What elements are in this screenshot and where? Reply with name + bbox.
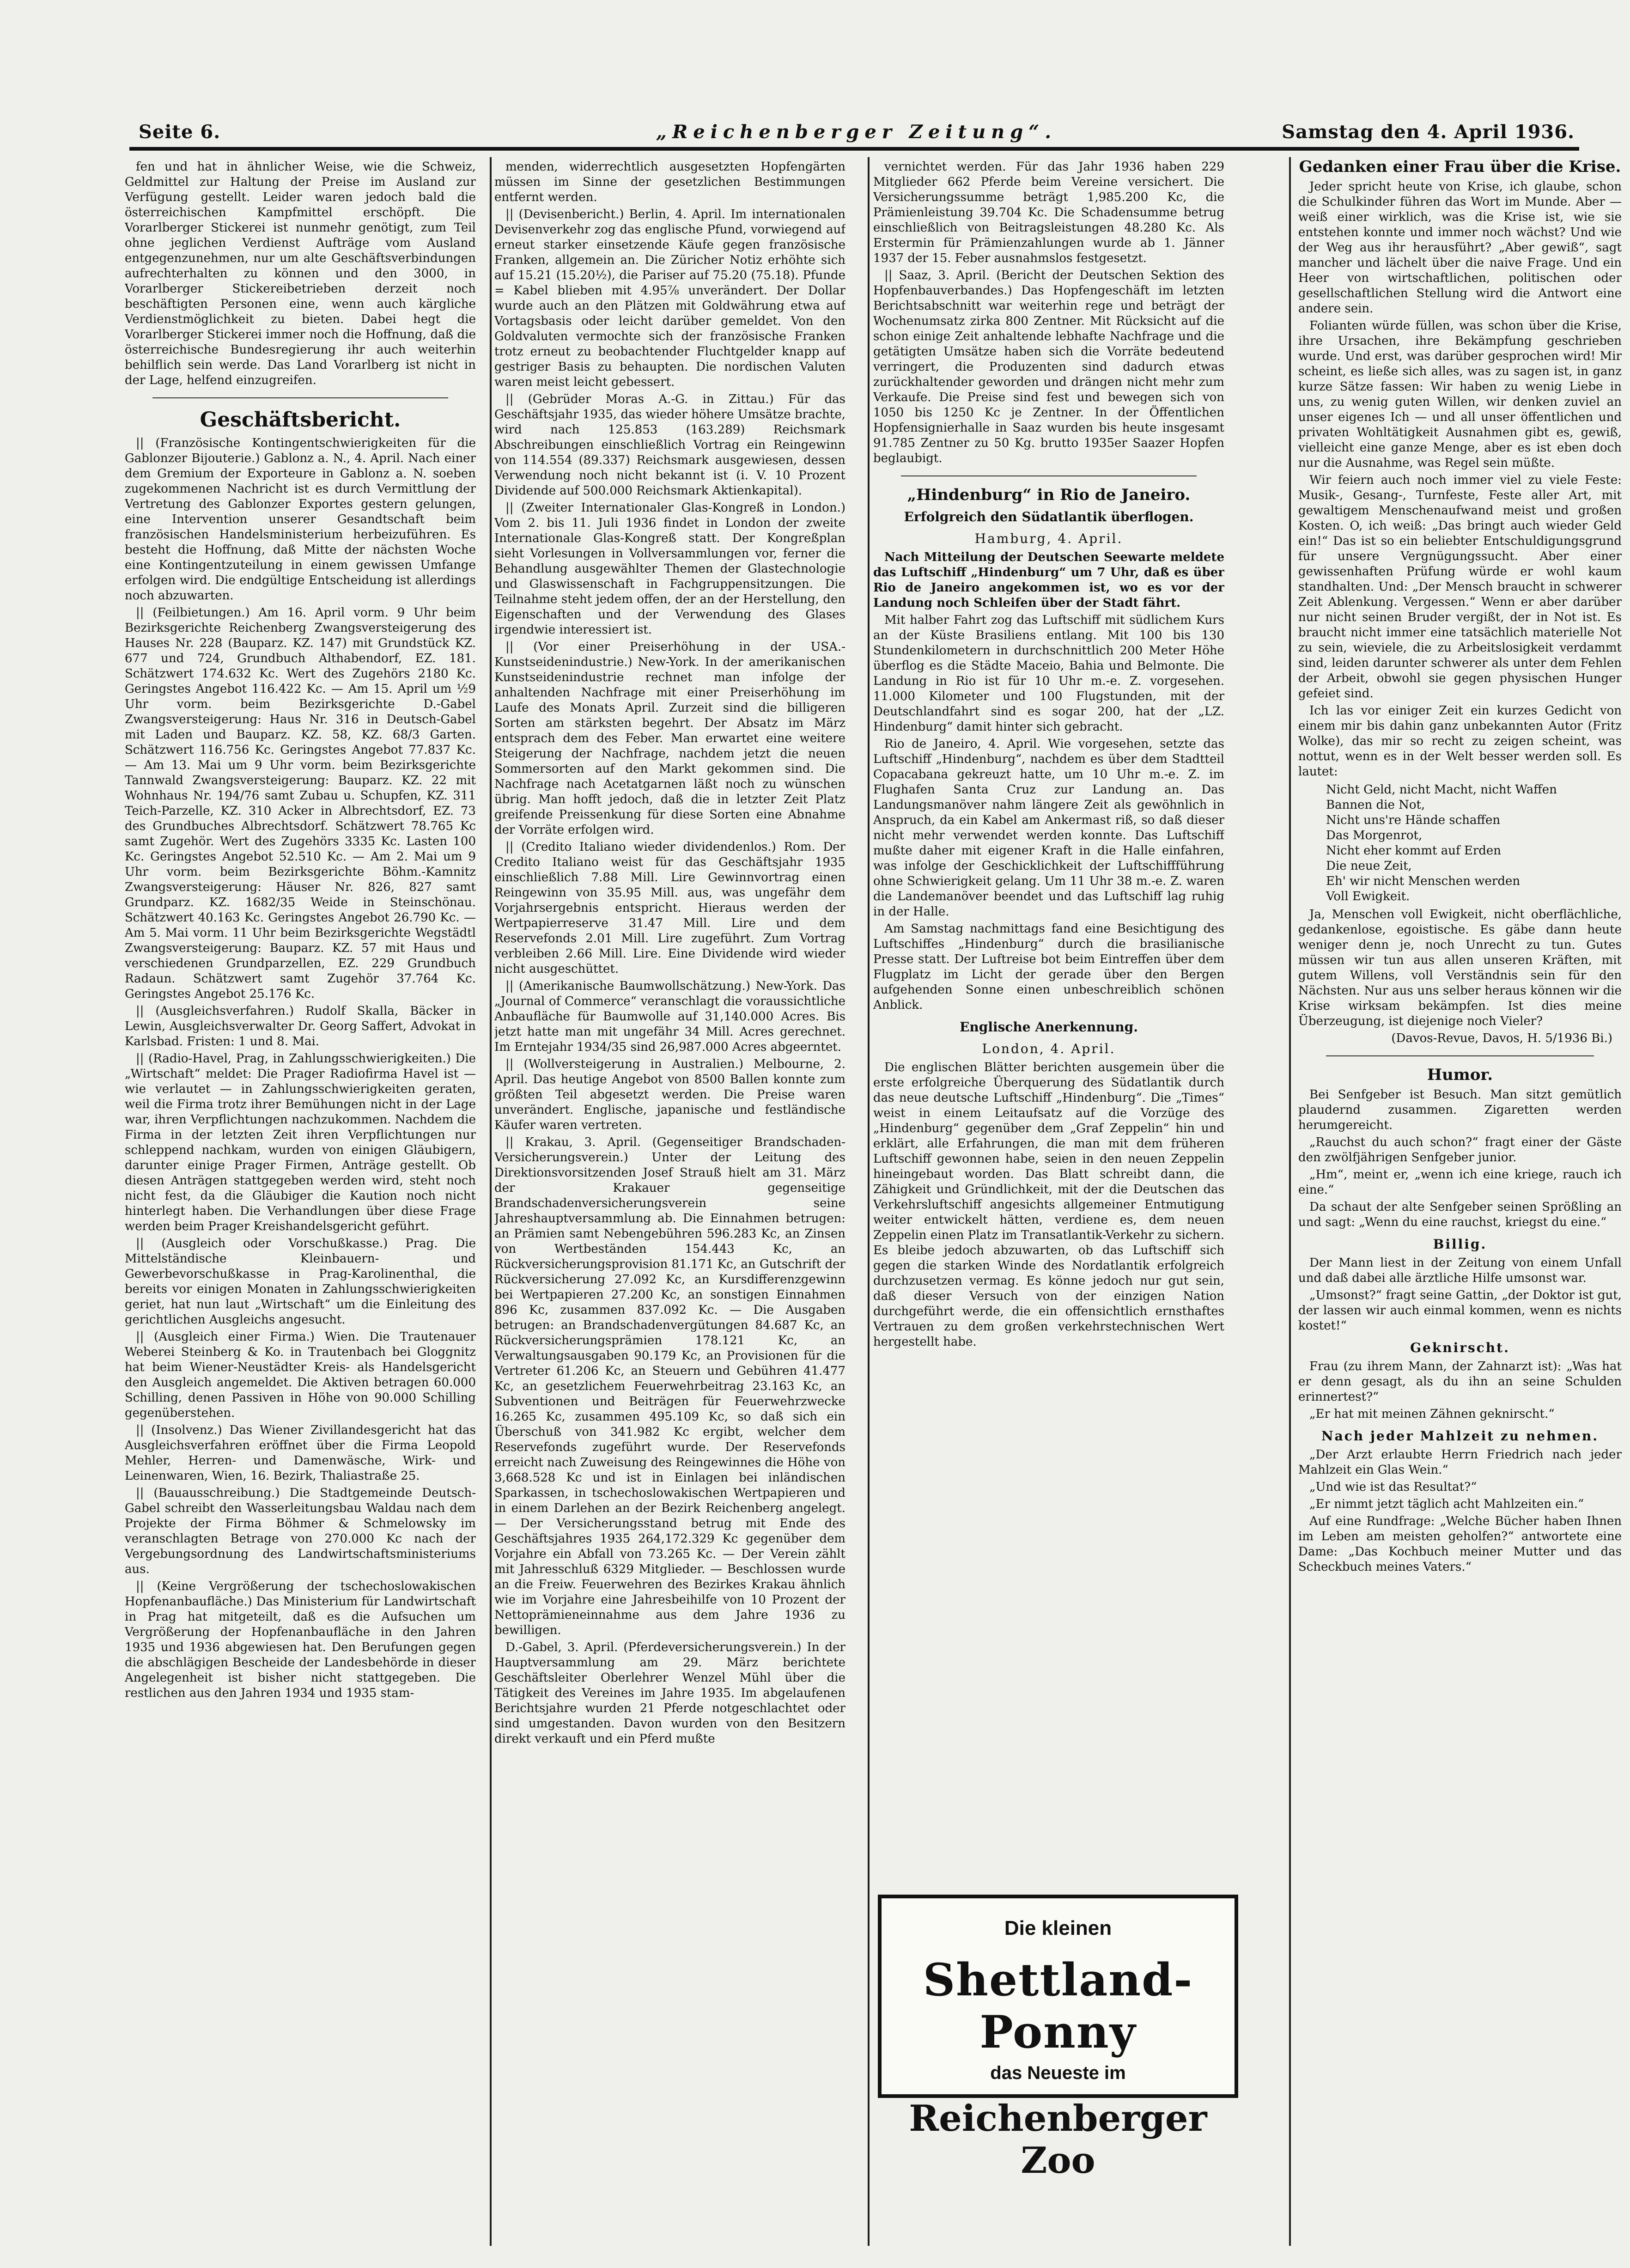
article-subhead: Englische Anerkennung. bbox=[960, 1019, 1138, 1035]
joke-text: „Rauchst du auch schon?“ fragt einer der Gäste den zwölfjährigen Senfgeber junior. bbox=[1298, 1135, 1622, 1164]
business-item: menden, widerrechtlich ausgesetzten Hopfengärten müssen im Sinne der gesetzlichen Bestimmungen entfernt werden. bbox=[494, 160, 845, 204]
poem-line: Die neue Zeit, bbox=[1326, 859, 1412, 873]
poem-line: Eh' wir nicht Menschen werden bbox=[1326, 874, 1521, 888]
article-text: Ja, Menschen voll Ewigkeit, nicht oberflächliche, gedankenlose, egoistische. Es gäbe dann heute weniger denn je, noch Unrecht zu tun. Gutes müssen wir tun aus allen unseren Kräften, mit gutem Willens, voll Verständnis sein für den Nächsten. Nur aus uns selber heraus können wir die Krise wirksam bekämpfen. Ist dies meine Überzeugung, ist diejenige noch Vieler? bbox=[1298, 908, 1622, 1028]
section-divider bbox=[152, 397, 448, 398]
poem-line: Voll Ewigkeit. bbox=[1326, 890, 1410, 903]
header-rule bbox=[129, 147, 1579, 151]
business-item: || (Ausgleich einer Firma.) Wien. Die Trautenauer Weberei Steinberg & Ko. in Trautenbach bei Gloggnitz hat beim Wiener-Neustädter Kreis- als Handelsgericht den Ausgleich angemeldet. Die Aktiven betragen 60.000 Schilling, denen Passiven in Höhe von 90.000 Schilling gegenüberstehen. bbox=[125, 1330, 476, 1420]
zoo-advertisement bbox=[878, 1895, 1238, 2182]
poem-line: Nicht uns're Hände schaffen bbox=[1326, 813, 1501, 827]
joke-text: „Er nimmt jetzt täglich acht Mahlzeiten ein.“ bbox=[1309, 1497, 1584, 1511]
article-text: Rio de Janeiro, 4. April. Wie vorgesehen, setzte das Luftschiff „Hindenburg“, nachdem es über dem Stadtteil Copacabana gekreuzt hatte, um 10 Uhr m.-e. Z. im Flughafen Santa Cruz zur Landung an. Das Landungsmanöver nahm längere Zeit als gewöhnlich in Anspruch, da ein Kabel am Ankermast riß, so daß dieser nicht mehr verwendet werden konnte. Das Luftschiff mußte daher mit eigener Kraft in die Halle einfahren, was infolge der Geschicklichkeit der Luftschiffführung ohne Schwierigkeit gelang. Um 11 Uhr 38 m.-e. Z. waren die Landemanöver beendet und das Luftschiff lag ruhig in der Halle. bbox=[873, 737, 1224, 919]
article-headline: Gedanken einer Frau über die Krise. bbox=[1299, 159, 1621, 176]
poem bbox=[1326, 782, 1622, 904]
business-item: || (Devisenbericht.) Berlin, 4. April. Im internationalen Devisenverkehr zog das englische Pfund, vorwiegend auf erneut starker einsetzende Käufe gegen französische Franken, allgemein an. Die Züricher Notiz erhöhte sich auf 15.21 (15.20½), die Pariser auf 75.20 (75.18). Pfunde = Kabel blieben mit 4.95⅞ unverändert. Der Dollar wurde auch an den Plätzen mit Goldwährung etwa auf Vortagsbasis oder leicht darüber gemeldet. Von den Goldvaluten vermochte sich der französische Franken trotz erneut zu beobachtender Fluchtgelder knapp auf gestriger Basis zu behaupten. Die nordischen Valuten waren meist leicht gebessert. bbox=[494, 207, 845, 389]
column-2 bbox=[494, 159, 845, 2257]
joke-text: „Und wie ist das Resultat?“ bbox=[1309, 1480, 1477, 1494]
business-item: || (Radio-Havel, Prag, in Zahlungsschwierigkeiten.) Die „Wirtschaft“ meldet: Die Prager Radiofirma Havel ist — wie verlautet — in Zahlungsschwierigkeiten geraten, weil die Firma trotz ihrer Bemühungen nicht in der Lage war, ihren Verpflichtungen nachzukommen. Nachdem die Firma in der letzten Zeit ihren Verpflichtungen nur schleppend nachkam, wurden von einigen Gläubigern, darunter einige Prager Firmen, Anträge gestellt. Ob diesen Anträgen stattgegeben werden wird, steht noch nicht fest, da die Gläubiger die Kaution noch nicht hinterlegt haben. Die Verhandlungen über diese Frage werden beim Prager Kreishandelsgericht geführt. bbox=[125, 1052, 476, 1233]
article-text: Die englischen Blätter berichten ausgemein über die erste erfolgreiche Überquerung des Südatlantik durch das neue deutsche Luftschiff „Hindenburg“. Die „Times“ weist in einem Leitaufsatz auf die Vorzüge des „Hindenburg“ gegenüber dem „Graf Zeppelin“ hin und erklärt, alle Erfahrungen, die man mit dem früheren Luftschiff gewonnen habe, seien in den neuen Zeppelin hineingebaut worden. Das Blatt schreibt dann, die Zähigkeit und Gründlichkeit, mit der die Deutschen das Verkehrsluftschiff angesichts allgemeiner Entmutigung weiter entwickelt hätten, verdiene es, dem neuen Zeppelin einen Platz im Transatlantik-Verkehr zu sichern. Es bleibe jedoch abzuwarten, ob das Luftschiff sich gegen die starken Winde des Nordatlantik erfolgreich durchzusetzen vermag. Es könne jedoch nur gut sein, daß dieser Versuch von der einzigen Nation durchgeführt werde, die ein offensichtlich ernsthaftes Vertrauen zu dem großen verkehrstechnischen Wert hergestellt habe. bbox=[873, 1061, 1224, 1349]
business-item: || (Ausgleichsverfahren.) Rudolf Skalla, Bäcker in Lewin, Ausgleichsverwalter Dr. Georg Saffert, Advokat in Karlsbad. Fristen: 1 und 8. Mai. bbox=[125, 1004, 476, 1049]
business-item: || Krakau, 3. April. (Gegenseitiger Brandschaden-Versicherungsverein.) Unter der Leitung des Direktionsvorsitzenden Josef Strauß hielt am 31. März der Krakauer gegenseitige Brandschadenversicherungsverein seine Jahreshauptversammlung ab. Die Einnahmen betrugen: an Prämien samt Nebengebühren 596.283 Kc, an Zinsen von Wertbeständen 154.443 Kc, an Rückversicherungsprovision 81.171 Kc, an Gutschrift der Rückversicherung 27.092 Kc, an Kursdifferenzgewinn bei Wertpapieren 27.200 Kc, an sonstigen Einnahmen 896 Kc, zusammen 837.092 Kc. — Die Ausgaben betrugen: an Brandschadenvergütungen 84.687 Kc, an Rückversicherungsprämien 178.121 Kc, an Verwaltungsausgaben 90.179 Kc, an Provisionen für die Vertreter 61.206 Kc, an Steuern und Gebühren 41.477 Kc, an gesetzlichem Feuerwehrbeitrag 23.163 Kc, an Subventionen und Beiträgen für Feuerwehrzwecke 16.265 Kc, zusammen 495.109 Kc, so daß sich ein Überschuß von 341.982 Kc ergibt, welcher dem Reservefonds zugeführt wurde. Der Reservefonds erreicht nach Zuweisung des Reingewinnes die Höhe von 3,668.528 Kc und ist in Einlagen bei inländischen Sparkassen, in tschechoslowakischen Wertpapieren und in einem Darlehen an der Bezirk Reichenberg angelegt. — Der Versicherungsstand betrug mit Ende des Geschäftsjahres 1935 264,172.329 Kc gegenüber dem Vorjahre ein Abfall von 73.265 Kc. — Der Verein zählt mit Jahresschluß 6329 Mitglieder. — Beschlossen wurde an die Freiw. Feuerwehren des Bezirkes Krakau ähnlich wie im Vorjahre eine Jahresbeihilfe von 10 Prozent der Nettoprämieneinnahme aus dem Jahre 1936 zu bewilligen. bbox=[494, 1135, 845, 1637]
article-text: Ich las vor einiger Zeit ein kurzes Gedicht von einem mir bis dahin ganz unbekannten Autor (Fritz Wolke), das mir so recht zu zeigen scheint, was nottut, wenn es in der Welt besser werden soll. Es lautet: bbox=[1298, 704, 1622, 779]
article-dateline: London, 4. April. bbox=[982, 1041, 1116, 1056]
column-divider bbox=[868, 157, 870, 2246]
joke-title: Nach jeder Mahlzeit zu nehmen. bbox=[1321, 1428, 1599, 1444]
article-text: Mit halber Fahrt zog das Luftschiff mit südlichem Kurs an der Küste Brasiliens entlang. Mit 100 bis 130 Stundenkilometern in durchschnittlich 200 Meter Höhe überflog es die Städte Maceio, Bahia und Belmonte. Die Landung in Rio ist für 10 Uhr m.-e. Z. vorgesehen. 11.000 Kilometer und 100 Flugstunden, mit der Deutschlandfahrt sind es sogar 200, hat der „LZ. Hindenburg“ damit hinter sich gebracht. bbox=[873, 613, 1224, 734]
joke-text: „Hm“, meint er, „wenn ich eine kriege, rauch ich eine.“ bbox=[1298, 1168, 1622, 1197]
issue-date: Samstag den 4. April 1936. bbox=[1282, 121, 1575, 143]
joke-text: „Der Arzt erlaubte Herrn Friedrich nach jeder Mahlzeit ein Glas Wein.“ bbox=[1298, 1448, 1622, 1477]
poem-line: Nicht Geld, nicht Macht, nicht Waffen bbox=[1326, 783, 1557, 797]
business-item: || (Französische Kontingentschwierigkeiten für die Gablonzer Bijouterie.) Gablonz a. N., 4. April. Nach einer dem Gremium der Exporteure in Gablonz a. N. soeben zugekommenen Nachricht ist es durch Vermittlung der Vertretung des Gablonzer Exportes gestern gelungen, eine Intervention unserer Gesandtschaft beim französischen Handelsministerium herbeizuführen. Es besteht die Hoffnung, daß Mitte der nächsten Woche eine Kontingentzuteilung in einem gewissen Umfange erfolgen wird. Die endgültige Entscheidung ist allerdings noch abzuwarten. bbox=[125, 436, 476, 603]
joke-text: Da schaut der alte Senfgeber seinen Sprößling an und sagt: „Wenn du eine rauchst, kriegst du eine.“ bbox=[1298, 1200, 1622, 1229]
column-divider bbox=[1289, 157, 1291, 2246]
poem-line: Bannen die Not, bbox=[1326, 798, 1425, 812]
article-dateline: Hamburg, 4. April. bbox=[974, 531, 1123, 546]
business-item: || (Insolvenz.) Das Wiener Zivillandesgericht hat das Ausgleichsverfahren eröffnet über die Firma Leopold Mehler, Herren- und Damenwäsche, Wirk- und Leinenwaren, Wien, 16. Bezirk, Thaliastraße 25. bbox=[125, 1423, 476, 1483]
newspaper-title: „Reichenberger Zeitung“. bbox=[656, 121, 1057, 143]
ad-headline: Shettland-Ponny bbox=[923, 1954, 1193, 2058]
article-text: fen und hat in ähnlicher Weise, wie die Schweiz, Geldmittel zur Haltung der Preise im Ausland zur Verfügung gestellt. Leider waren jedoch bald die österreichischen Kampfmittel erschöpft. Die Vorarlberger Stickerei ist nunmehr genötigt, zum Teil ohne jeglichen Verdienst Aufträge vom Ausland entgegenzunehmen, nur um alte Geschäftsverbindungen aufrechterhalten zu können und den 3000, in Vorarlberger Stickereibetrieben derzeit noch beschäftigten Personen eine, wenn auch kärgliche Verdienstmöglichkeit zu bieten. Dabei hegt die Vorarlberger Stickerei immer noch die Hoffnung, daß die österreichische Bundesregierung ihr auch weiterhin behilflich sein werde. Das Land Vorarlberg ist nicht in der Lage, helfend einzugreifen. bbox=[125, 160, 476, 387]
column-4 bbox=[1298, 159, 1622, 2257]
business-item: || (Gebrüder Moras A.-G. in Zittau.) Für das Geschäftsjahr 1935, das wieder höhere Umsätze brachte, wird nach 125.853 (163.289) Reichsmark Abschreibungen einschließlich Vortrag ein Reingewinn von 114.554 (89.337) Reichsmark ausgewiesen, dessen Verwendung noch nicht bekannt ist (i. V. 10 Prozent Dividende auf 500.000 Reichsmark Aktienkapital). bbox=[494, 392, 845, 498]
business-item: || (Zweiter Internationaler Glas-Kongreß in London.) Vom 2. bis 11. Juli 1936 findet in London der zweite Internationale Glas-Kongreß statt. Der Kongreßplan sieht Vorlesungen in Vollversammlungen vor, ferner die Behandlung ausgewählter Themen der Glastechnologie und Glaswissenschaft in Fachgruppensitzungen. Die Teilnahme steht jedem offen, der an der Herstellung, den Eigenschaften und der Verwendung des Glases irgendwie interessiert ist. bbox=[494, 501, 845, 637]
business-item: vernichtet werden. Für das Jahr 1936 haben 229 Mitglieder 662 Pferde beim Vereine versichert. Die Versicherungssumme beträgt 1,985.200 Kc, die Prämienleistung 39.704 Kc. Die Schadensumme betrug einschließlich von Beitragsleistungen 48.280 Kc. Als Erstermin für Prämienzahlungen wurde ab 1. Jänner 1937 der 15. Feber ausnahmslos festgesetzt. bbox=[873, 160, 1224, 265]
ad-line: Die kleinen bbox=[1004, 1917, 1112, 1939]
business-item: || Saaz, 3. April. (Bericht der Deutschen Sektion des Hopfenbauverbandes.) Das Hopfengeschäft im letzten Berichtsabschnitt war weiterhin rege und beträgt der Wochenumsatz zirka 800 Zentner. Mit Rücksicht auf die schon einige Zeit anhaltende lebhafte Nachfrage und die getätigten Umsätze haben sich die Vorräte bedeutend verringert, die Produzenten sind dadurch etwas zurückhaltender geworden und drängen nicht mehr zum Verkaufe. Die Preise sind fest und bewegen sich von 1050 bis 1250 Kc je Zentner. In der Öffentlichen Hopfensignierhalle in Saaz wurden bis heute insgesamt 91.785 Zentner zu 50 Kg. brutto 1935er Saazer Hopfen beglaubigt. bbox=[873, 268, 1224, 465]
ad-line: das Neueste im bbox=[990, 2063, 1126, 2083]
article-text: Jeder spricht heute von Krise, ich glaube, schon die Schulkinder führen das Wort im Munde. Aber — weiß einer wirklich, was die Krise ist, wie sie entstehen konnte und immer noch wächst? Und wie der Weg aus ihr herausführt? „Aber gewiß“, sagt mancher und lächelt über die naive Frage. Und ein Heer von wirtschaftlichen, politischen oder gesellschaftlichen Stellung wird die Antwort eine andere sein. bbox=[1298, 180, 1622, 316]
article-subhead: Erfolgreich den Südatlantik überflogen. bbox=[904, 509, 1194, 524]
business-item: || (Amerikanische Baumwollschätzung.) New-York. Das „Journal of Commerce“ veranschlagt die voraussichtliche Anbaufläche für Baumwolle auf 31,140.000 Acres. Bis jetzt hatte man mit ungefähr 34 Mill. Acres gerechnet. Im Erntejahr 1934/35 sind 26,987.000 Acres abgeerntet. bbox=[494, 979, 845, 1054]
joke-text: „Er hat mit meinen Zähnen geknirscht.“ bbox=[1309, 1407, 1555, 1421]
article-text: Am Samstag nachmittags fand eine Besichtigung des Luftschiffes „Hindenburg“ durch die brasilianische Presse statt. Der Luftreise bot beim Eintreffen über dem Flugplatz im Licht der gerade über den Bergen aufgehenden Sonne einen unbeschreiblich schönen Anblick. bbox=[873, 922, 1224, 1012]
joke-text: Auf eine Rundfrage: „Welche Bücher haben Ihnen im Leben am meisten geholfen?“ antwortete eine Dame: „Das Kochbuch meiner Mutter und das Scheckbuch meines Vaters.“ bbox=[1298, 1514, 1622, 1574]
page-number: Seite 6. bbox=[139, 121, 221, 143]
source-credit: (Davos-Revue, Davos, H. 5/1936 Bi.) bbox=[1391, 1031, 1612, 1045]
section-title: Humor. bbox=[1427, 1066, 1493, 1084]
business-item: || (Bauausschreibung.) Die Stadtgemeinde Deutsch-Gabel schreibt den Wasserleitungsbau Waldau nach dem Projekte der Firma Böhmer & Schmelowsky im veranschlagten Betrage von 270.000 Kc nach der Vergebungsordnung des Landwirtschaftsministeriums aus. bbox=[125, 1486, 476, 1576]
column-1 bbox=[125, 159, 476, 2257]
joke-title: Geknirscht. bbox=[1410, 1340, 1510, 1355]
business-item: || (Vor einer Preiserhöhung in der USA.-Kunstseidenindustrie.) New-York. In der amerikanischen Kunstseidenindustrie rechnet man infolge der anhaltenden Nachfrage mit einer Preiserhöhung im Laufe des Monats April. Zurzeit sind die billigeren Sorten am stärksten begehrt. Der Absatz im März entsprach dem des Feber. Man erwartet eine weitere Steigerung der Nachfrage, nachdem jetzt die neuen Sommersorten auf den Markt gekommen sind. Die Nachfrage nach Acetatgarnen läßt noch zu wünschen übrig. Man hofft jedoch, daß die in letzter Zeit Platz greifende Preissenkung für diese Sorten eine Abnahme der Vorräte erfolgen wird. bbox=[494, 640, 845, 837]
joke-title: Billig. bbox=[1433, 1237, 1487, 1252]
article-text: Folianten würde füllen, was schon über die Krise, ihre Ursachen, ihre Bekämpfung geschrieben wurde. Und erst, was darüber gesprochen wird! Mir scheint, es ließe sich alles, was zu sagen ist, in ganz kurze Sätze fassen: Wir haben zu wenig Liebe in uns, zu wenig guten Willen, wir denken zuviel an unser eigenes Ich — und all unser öffentlichen und privaten Wohltätigkeit Ausnahmen gibt es, gewiß, vielleicht eine ganze Menge, aber es ist eben doch nur die Ausnahme, was Regel sein müßte. bbox=[1298, 319, 1622, 470]
joke-text: Der Mann liest in der Zeitung von einem Unfall und daß dabei alle ärztliche Hilfe umsonst war. bbox=[1298, 1256, 1622, 1285]
business-item: || (Credito Italiano wieder dividendenlos.) Rom. Der Credito Italiano weist für das Geschäftsjahr 1935 einschließlich 7.88 Mill. Lire Gewinnvortrag einen Reingewinn von 35.95 Mill. aus, was ungefähr dem Vorjahrsergebnis entspricht. Hieraus werden der Wertpapierreserve 31.47 Mill. Lire und dem Reservefonds 2.01 Mill. Lire zugeführt. Zum Vortrag verbleiben 2.66 Mill. Lire. Eine Dividende wird wieder nicht ausgeschüttet. bbox=[494, 840, 845, 976]
column-3 bbox=[873, 159, 1224, 1878]
column-divider bbox=[490, 157, 492, 2246]
poem-line: Nicht eher kommt auf Erden bbox=[1326, 844, 1502, 858]
business-item: || (Keine Vergrößerung der tschechoslowakischen Hopfenanbaufläche.) Das Ministerium für Landwirtschaft in Prag hat mitgeteilt, daß es die Aufsuchen um Vergrößerung der Hopfenanbaufläche in den Jahren 1935 und 1936 abgewiesen hat. Den Berufungen gegen die abschlägigen Bescheide der Landesbehörde in dieser Angelegenheit ist bisher nicht stattgegeben. Die restlichen aus den Jahren 1934 und 1935 stam- bbox=[125, 1579, 476, 1700]
article-text: Nach Mitteilung der Deutschen Seewarte meldete das Luftschiff „Hindenburg“ um 7 Uhr, daß es über Rio de Janeiro angekommen ist, wo es vor der Landung noch Schleifen über der Stadt fährt. bbox=[873, 550, 1224, 610]
section-title: Geschäftsbericht. bbox=[200, 408, 401, 432]
article-text: Wir feiern auch noch immer viel zu viele Feste: Musik-, Gesang-, Turnfeste, Feste aller Art, mit gewaltigem Menschenaufwand meist und großen Kosten. O, ich weiß: „Das bringt auch wieder Geld ein!“ Das ist so ein beliebter Entschuldigungsgrund für unsere Vergnügungssucht. Aber einer gewissenhaften Prüfung würde er wohl kaum standhalten. Und: „Der Mensch braucht in schwerer Zeit Ablenkung. Vergessen.“ Wenn er aber darüber nur nicht seinen Bruder vergißt, der in Not ist. Es braucht nicht immer eine tatsächlich materielle Not zu sein, wieviele, die zu Arbeitslosigkeit verdammt sind, leiden darunter schwerer als unter dem Fehlen der Arbeit, obwohl sie gegen physischen Hunger gefeiet sind. bbox=[1298, 473, 1622, 701]
joke-text: Bei Senfgeber ist Besuch. Man sitzt gemütlich plaudernd zusammen. Zigaretten werden herumgereicht. bbox=[1298, 1088, 1622, 1132]
joke-text: „Umsonst?“ fragt seine Gattin, „der Doktor ist gut, der lassen wir auch einmal kommen, wenn es nichts kostet!“ bbox=[1298, 1288, 1622, 1333]
joke-text: Frau (zu ihrem Mann, der Zahnarzt ist): „Was hat er denn gesagt, als du ihn an seine Schulden erinnertest?“ bbox=[1298, 1360, 1622, 1404]
business-item: || (Feilbietungen.) Am 16. April vorm. 9 Uhr beim Bezirksgerichte Reichenberg Zwangsversteigerung des Hauses Nr. 228 (Bauparz. KZ. 147) mit Grundstück KZ. 677 und 724, Grundbuch Althabendorf, EZ. 181. Schätzwert 174.632 Kc. Wert des Zugehörs 2180 Kc. Geringstes Angebot 116.422 Kc. — Am 15. April um ½9 Uhr vorm. beim Bezirksgerichte D.-Gabel Zwangsversteigerung: Haus Nr. 316 in Deutsch-Gabel mit Laden und Bauparz. KZ. 58, KZ. 68/3 Garten. Schätzwert 116.756 Kc. Geringstes Angebot 77.837 Kc. — Am 13. Mai um 9 Uhr vorm. beim Bezirksgerichte Tannwald Zwangsversteigerung: Bauparz. KZ. 22 mit Wohnhaus Nr. 194/76 samt Zubau u. Schupfen, KZ. 311 Teich-Parzelle, KZ. 310 Acker in Albrechtsdorf, EZ. 73 des Grundbuches Albrechtsdorf. Schätzwert 78.765 Kc samt Zugehör. Wert des Zugehörs 3335 Kc. Lasten 100 Kc. Geringstes Angebot 52.510 Kc. — Am 2. Mai um 9 Uhr vorm. beim Bezirksgerichte Böhm.-Kamnitz Zwangsversteigerung: Häuser Nr. 826, 827 samt Grundparz. KZ. 1682/35 Weide in Steinschönau. Schätzwert 40.163 Kc. Geringstes Angebot 26.790 Kc. — Am 5. Mai vorm. 11 Uhr beim Bezirksgerichte Wegstädtl Zwangsversteigerung: Bauparz. KZ. 57 mit Haus und verschiedenen Grundparzellen, EZ. 229 Grundbuch Radaun. Schätzwert samt Zugehör 37.764 Kc. Geringstes Angebot 25.176 Kc. bbox=[125, 606, 476, 1001]
business-item: || (Wollversteigerung in Australien.) Melbourne, 2. April. Das heutige Angebot von 8500 Ballen konnte zum größten Teil abgesetzt werden. Die Preise waren unverändert. Englische, japanische und festländische Käufer waren vertreten. bbox=[494, 1057, 845, 1132]
article-headline: „Hindenburg“ in Rio de Janeiro. bbox=[907, 486, 1191, 504]
poem-line: Das Morgenrot, bbox=[1326, 829, 1423, 842]
business-item: || (Ausgleich oder Vorschußkasse.) Prag. Die Mittelständische Kleinbauern- und Gewerbevorschußkasse in Prag-Karolinenthal, die bereits vor einigen Monaten in Zahlungsschwierigkeiten geriet, hat nun laut „Wirtschaft“ um die Einleitung des gerichtlichen Ausgleichs angesucht. bbox=[125, 1237, 476, 1327]
business-item: D.-Gabel, 3. April. (Pferdeversicherungsverein.) In der Hauptversammlung am 29. März berichtete Geschäftsleiter Oberlehrer Wenzel Mühl über die Tätigkeit des Vereines im Jahre 1935. Im abgelaufenen Berichtsjahre wurden 21 Pferde notgeschlachtet oder sind umgestanden. Davon wurden von den Besitzern direkt verkauft und ein Pferd mußte bbox=[494, 1640, 845, 1746]
section-divider bbox=[1326, 1055, 1594, 1056]
ad-headline: Reichenberger Zoo bbox=[909, 2097, 1207, 2182]
